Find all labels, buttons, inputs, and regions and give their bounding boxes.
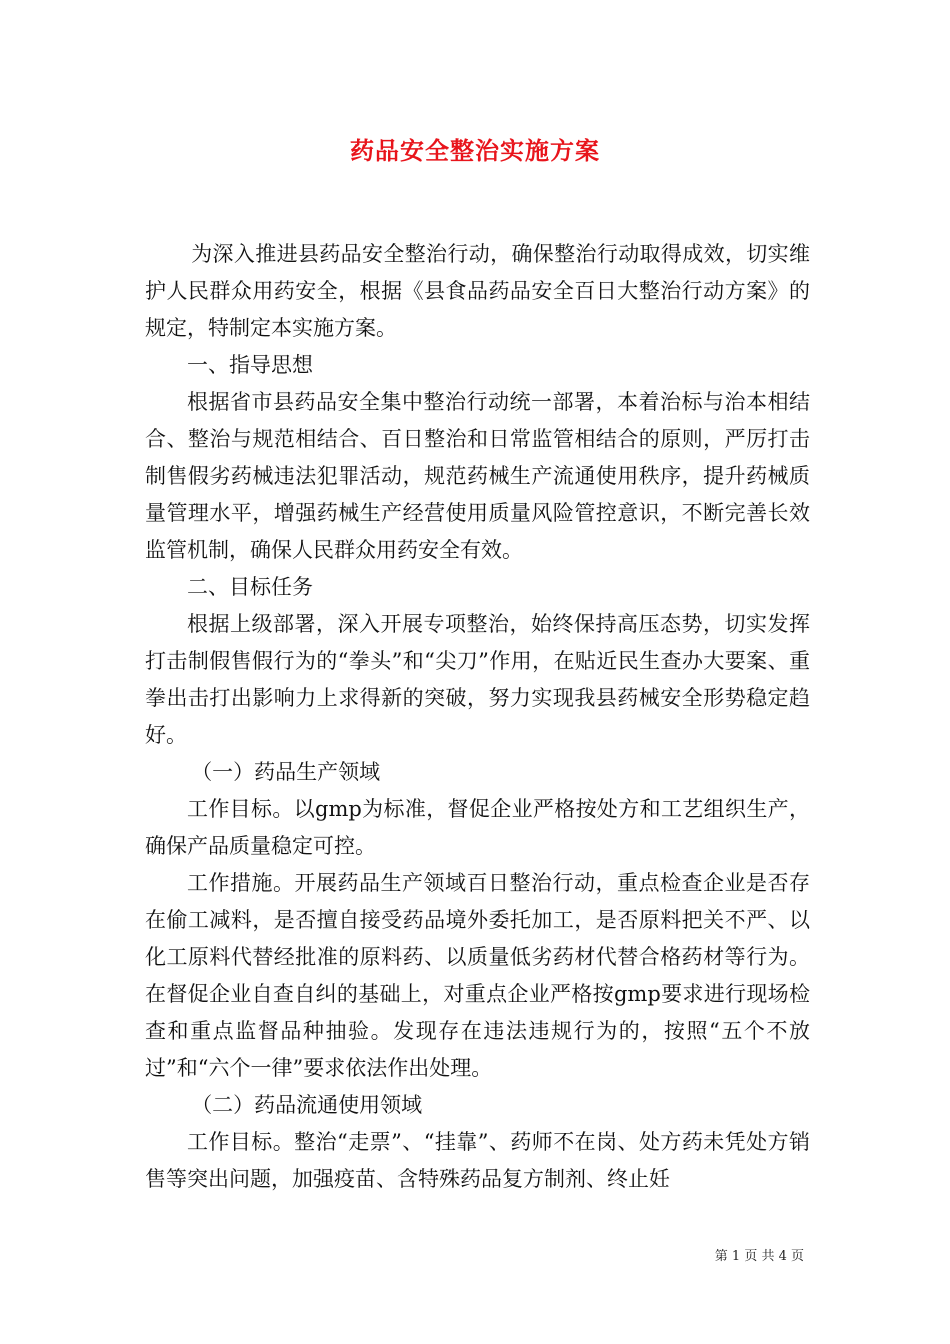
paragraph-goals-tasks: 根据上级部署，深入开展专项整治，始终保持高压态势，切实发挥打击制假售假行为的“拳头”和“尖刀”作用，在贴近民生查办大要案、重拳出击打出影响力上求得新的突破，努力实现我县药械安全形势稳定趋好。 (145, 612, 810, 747)
document-title: 药品安全整治实施方案 (350, 136, 600, 165)
paragraph-production-measures: 工作措施。开展药品生产领域百日整治行动，重点检查企业是否存在偷工减料，是否擅自接受药品境外委托加工，是否原料把关不严、以化工原料代替经批准的原料药、以质量低劣药材代替合格药材等行为。在督促企业自查自纠的基础上，对重点企业严格按gmp要求进行现场检查和重点监督品种抽验。发现存在违法违规行为的，按照“五个不放过”和“六个一律”要求依法作出处理。 (145, 871, 810, 1080)
subsection-heading-production: （一）药品生产领域 (191, 760, 381, 784)
subsection-heading-circulation: （二）药品流通使用领域 (191, 1093, 423, 1117)
page-number: 第 1 页 共 4 页 (714, 1249, 804, 1264)
paragraph-guiding-ideology: 根据省市县药品安全集中整治行动统一部署，本着治标与治本相结合、整治与规范相结合、百日整治和日常监管相结合的原则，严厉打击制售假劣药械违法犯罪活动，规范药械生产流通使用秩序，提升药械质量管理水平，增强药械生产经营使用质量风险管控意识，不断完善长效监管机制，确保人民群众用药安全有效。 (145, 390, 810, 562)
section-heading-goals-tasks: 二、目标任务 (187, 575, 313, 599)
document-body (145, 236, 810, 1198)
intro-paragraph: 为深入推进县药品安全整治行动，确保整治行动取得成效，切实维护人民群众用药安全，根据《县食品药品安全百日大整治行动方案》的规定，特制定本实施方案。 (145, 242, 810, 340)
paragraph-production-goal: 工作目标。以gmp为标准，督促企业严格按处方和工艺组织生产，确保产品质量稳定可控。 (145, 797, 810, 858)
section-heading-guiding-ideology: 一、指导思想 (187, 353, 313, 377)
paragraph-circulation-goal: 工作目标。整治“走票”、“挂靠”、药师不在岗、处方药未凭处方销售等突出问题，加强疫苗、含特殊药品复方制剂、终止妊 (145, 1130, 810, 1191)
